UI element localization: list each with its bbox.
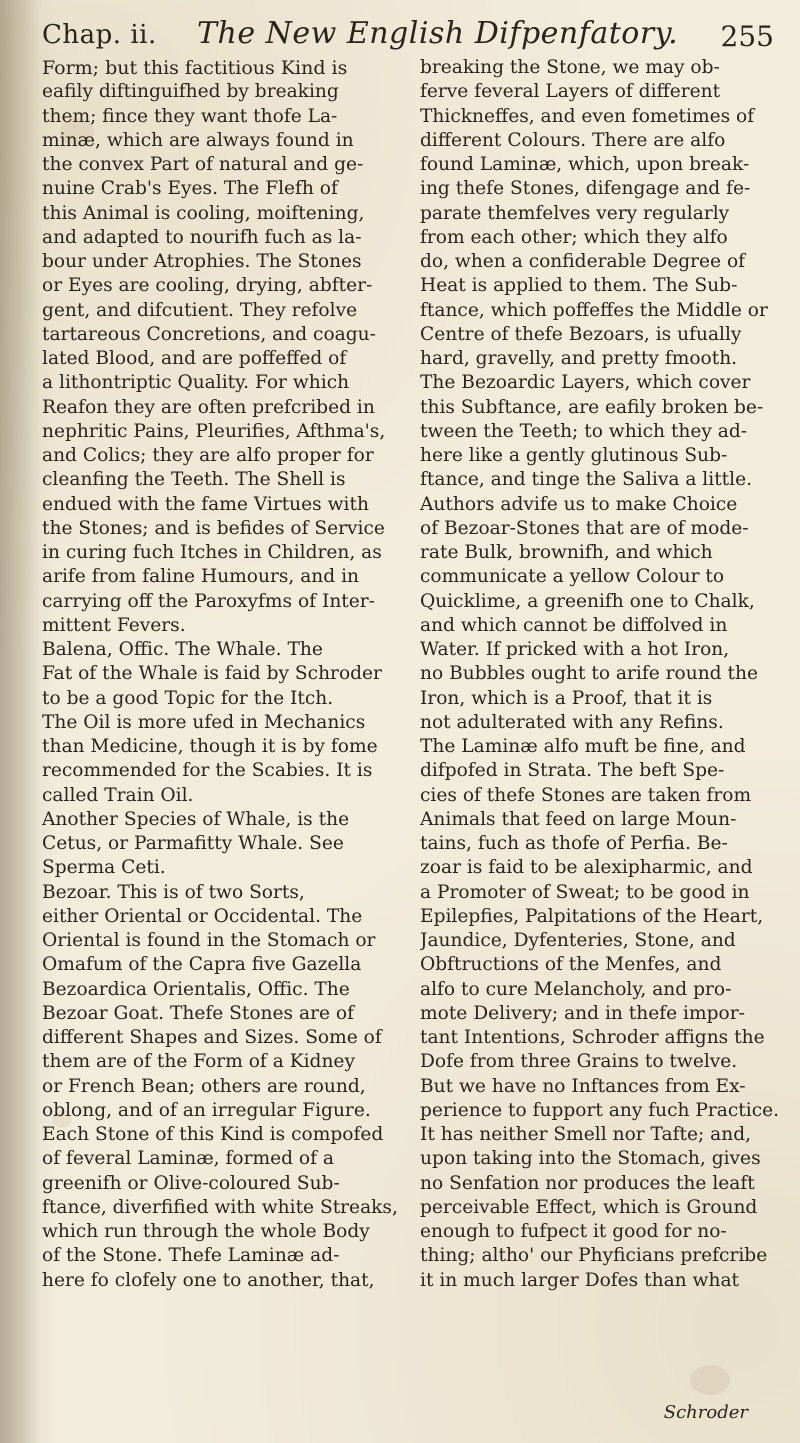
right-line-26: no Bubbles ought to arife round the — [420, 663, 758, 685]
right-line-36: Epilepfies, Palpitations of the Heart, — [420, 905, 764, 927]
right-line-27: Iron, which is a Proof, that it is — [420, 687, 713, 709]
right-line-29: The Laminæ alfo muft be fine, and — [420, 736, 746, 757]
left-line-32: Another Species of Whale, is the — [42, 808, 350, 830]
left-line-11: gent, and difcutient. They refolve — [42, 299, 358, 321]
left-line-36: either Oriental or Occidental. The — [42, 905, 363, 927]
left-line-43: or French Bean; others are round, — [42, 1075, 366, 1097]
left-line-9: bour under Atrophies. The Stones — [42, 251, 362, 272]
right-line-5: found Laminæ, which, upon break- — [420, 154, 750, 175]
left-line-34: Sperma Ceti. — [42, 857, 166, 879]
right-line-23: Quicklime, a greenifh one to Chalk, — [420, 590, 755, 612]
left-line-4: minæ, which are always found in — [42, 129, 354, 151]
two-column-text — [42, 56, 780, 1423]
running-title: The New English Difpenfatory. — [197, 16, 679, 51]
left-line-48: ftance, diverfified with white Streaks, — [42, 1196, 398, 1218]
right-line-43: But we have no Inftances from Ex- — [420, 1075, 746, 1097]
right-line-15: this Subftance, are eafily broken be- — [420, 396, 764, 418]
left-line-33: Cetus, or Parmafitty Whale. See — [42, 833, 344, 854]
left-line-21: in curing fuch Itches in Children, as — [42, 542, 382, 563]
left-line-44: oblong, and of an irregular Figure. — [42, 1099, 371, 1121]
right-line-18: ftance, and tinge the Saliva a little. — [420, 469, 753, 491]
right-line-1: breaking the Stone, we may ob- — [420, 57, 720, 78]
right-line-17: here like a gently glutinous Sub- — [420, 445, 728, 466]
left-line-16: nephritic Pains, Pleurifies, Afthma's, — [42, 420, 386, 442]
right-line-3: Thickneffes, and even fometimes of — [420, 105, 755, 127]
right-line-30: difpofed in Strata. The beft Spe- — [420, 760, 725, 782]
right-line-19: Authors advife us to make Choice — [420, 493, 738, 515]
left-line-10: or Eyes are cooling, drying, abfter- — [42, 275, 373, 297]
left-line-46: of feveral Laminæ, formed of a — [42, 1148, 334, 1170]
left-line-41: different Shapes and Sizes. Some of — [42, 1027, 382, 1048]
right-line-22: communicate a yellow Colour to — [420, 566, 725, 588]
right-line-7: parate themfelves very regularly — [420, 202, 730, 224]
right-line-16: tween the Teeth; to which they ad- — [420, 420, 748, 442]
left-line-40: Bezoar Goat. Thefe Stones are of — [42, 1002, 354, 1024]
left-line-35: Bezoar. This is of two Sorts, — [42, 881, 305, 903]
left-line-42: them are of the Form of a Kidney — [42, 1051, 355, 1073]
right-line-38: Obftructions of the Menfes, and — [420, 954, 722, 976]
right-line-39: alfo to cure Melancholy, and pro- — [420, 978, 732, 1000]
left-line-29: than Medicine, though it is by fome — [42, 736, 378, 757]
left-line-24: mittent Fevers. — [42, 614, 186, 636]
left-line-51: here fo clofely one to another, that, — [42, 1269, 375, 1291]
left-line-47: greenifh or Olive-coloured Sub- — [42, 1172, 340, 1194]
right-line-10: Heat is applied to them. The Sub- — [420, 275, 738, 297]
left-line-15: Reafon they are often prefcribed in — [42, 396, 375, 418]
left-line-3: them; fince they want thofe La- — [42, 105, 338, 127]
left-line-45: Each Stone of this Kind is compofed — [42, 1124, 384, 1145]
page-number: 255 — [720, 20, 774, 53]
right-line-35: a Promoter of Sweat; to be good in — [420, 881, 750, 903]
bottom-signature: Schroder — [663, 1402, 748, 1423]
left-line-2: eafily diftinguifhed by breaking — [42, 81, 339, 103]
right-line-14: The Bezoardic Layers, which cover — [420, 372, 751, 394]
left-line-7: this Animal is cooling, moiftening, — [42, 202, 365, 224]
right-line-2: ferve feveral Layers of different — [420, 81, 721, 103]
chapter-label: Chap. ii. — [42, 20, 157, 50]
left-line-50: of the Stone. Thefe Laminæ ad- — [42, 1245, 340, 1267]
right-line-47: no Senfation nor produces the leaft — [420, 1172, 755, 1194]
right-line-44: perience to fupport any fuch Practice. — [420, 1099, 780, 1121]
right-line-50: thing; altho' our Phyficians prefcribe — [420, 1245, 768, 1267]
left-line-6: nuine Crab's Eyes. The Flefh of — [42, 178, 338, 200]
left-line-30: recommended for the Scabies. It is — [42, 760, 373, 782]
right-line-28: not adulterated with any Refins. — [420, 711, 724, 733]
page-header — [42, 10, 774, 54]
left-line-25: Balena, Offic. The Whale. The — [42, 639, 323, 660]
right-line-42: Dofe from three Grains to twelve. — [420, 1051, 738, 1073]
left-line-13: lated Blood, and are poffeffed of — [42, 348, 347, 369]
right-line-41: tant Intentions, Schroder affigns the — [420, 1027, 765, 1048]
right-line-33: tains, fuch as thofe of Perfia. Be- — [420, 833, 728, 854]
left-line-19: endued with the fame Virtues with — [42, 493, 369, 515]
left-line-23: carrying off the Paroxyfms of Inter- — [42, 590, 375, 612]
right-line-51: it in much larger Dofes than what — [420, 1269, 739, 1291]
left-line-1: Form; but this factitious Kind is — [42, 57, 348, 79]
right-line-9: do, when a confiderable Degree of — [420, 251, 746, 272]
left-line-8: and adapted to nourifh fuch as la- — [42, 226, 362, 248]
left-line-26: Fat of the Whale is faid by Schroder — [42, 663, 382, 685]
left-line-18: cleanfing the Teeth. The Shell is — [42, 469, 346, 491]
left-line-49: which run through the whole Body — [42, 1221, 370, 1242]
page-edge-shadow — [0, 0, 40, 1443]
right-column — [420, 56, 780, 1423]
right-line-40: mote Delivery; and in thefe impor- — [420, 1002, 745, 1024]
left-line-14: a lithontriptic Quality. For which — [42, 372, 350, 394]
right-line-6: ing thefe Stones, difengage and fe- — [420, 178, 751, 200]
left-line-12: tartareous Concretions, and coagu- — [42, 323, 376, 345]
right-line-20: of Bezoar-Stones that are of mode- — [420, 517, 749, 539]
left-line-22: arife from faline Humours, and in — [42, 566, 360, 588]
right-line-25: Water. If pricked with a hot Iron, — [420, 639, 730, 660]
right-line-12: Centre of thefe Bezoars, is ufually — [420, 323, 742, 345]
right-line-11: ftance, which poffeffes the Middle or — [420, 299, 768, 321]
right-line-13: hard, gravelly, and pretty fmooth. — [420, 348, 738, 369]
left-line-20: the Stones; and is befides of Service — [42, 517, 385, 539]
left-line-5: the convex Part of natural and ge- — [42, 154, 364, 175]
left-line-27: to be a good Topic for the Itch. — [42, 687, 334, 709]
right-line-46: upon taking into the Stomach, gives — [420, 1148, 761, 1170]
right-line-31: cies of thefe Stones are taken from — [420, 784, 752, 806]
right-line-8: from each other; which they alfo — [420, 226, 728, 248]
left-line-38: Omafum of the Capra five Gazella — [42, 954, 362, 976]
left-line-28: The Oil is more ufed in Mechanics — [42, 711, 366, 733]
right-line-49: enough to fufpect it good for no- — [420, 1221, 727, 1242]
left-column — [42, 56, 402, 1423]
right-line-48: perceivable Effect, which is Ground — [420, 1196, 758, 1218]
right-line-37: Jaundice, Dyfenteries, Stone, and — [420, 930, 736, 951]
right-line-45: It has neither Smell nor Tafte; and, — [420, 1124, 752, 1145]
left-line-39: Bezoardica Orientalis, Offic. The — [42, 978, 350, 1000]
right-line-34: zoar is faid to be alexipharmic, and — [420, 857, 753, 879]
right-line-4: different Colours. There are alfo — [420, 129, 726, 151]
left-line-31: called Train Oil. — [42, 784, 194, 806]
right-line-32: Animals that feed on large Moun- — [420, 808, 737, 830]
left-line-17: and Colics; they are alfo proper for — [42, 445, 374, 466]
left-line-37: Oriental is found in the Stomach or — [42, 930, 376, 951]
right-line-24: and which cannot be diffolved in — [420, 614, 728, 636]
right-line-21: rate Bulk, brownifh, and which — [420, 542, 713, 563]
